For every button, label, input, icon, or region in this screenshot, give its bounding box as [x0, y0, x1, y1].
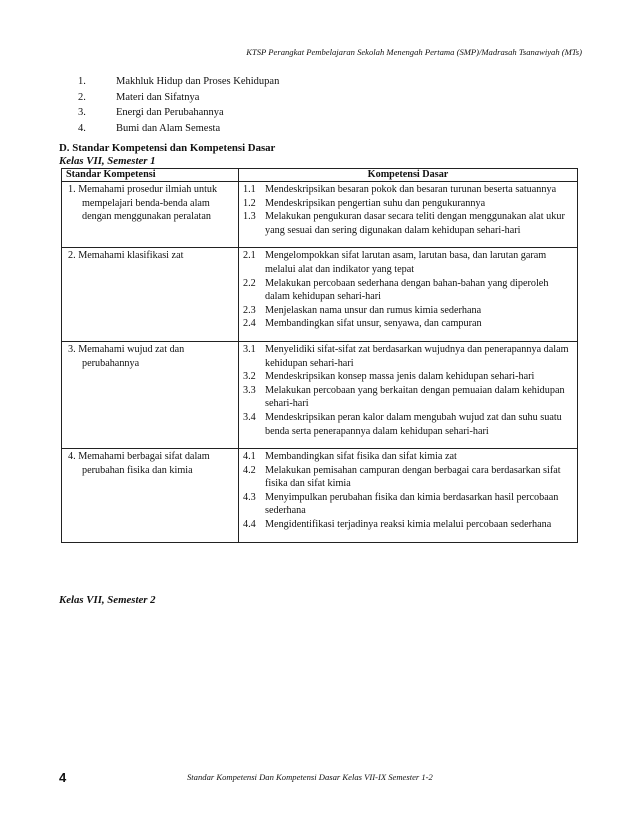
kd-number: 4.2 [243, 464, 256, 476]
section-heading: D. Standar Kompetensi dan Kompetensi Dasar [59, 142, 276, 154]
list-item-text: Bumi dan Alam Semesta [116, 122, 221, 134]
column-header-kompetensi-dasar: Kompetensi Dasar [239, 169, 578, 182]
kd-text: Melakukan pengukuran dasar secara teliti dengan menggunakan alat ukur yang sesuai dan sering digunakan dalam kehidupan sehari-hari [265, 211, 565, 236]
table-row [62, 341, 578, 448]
kd-text: Melakukan percobaan yang berkaitan dengan pemuaian dalam kehidupan sehari-hari [265, 384, 565, 410]
running-footer: Standar Kompetensi Dan Kompetensi Dasar Kelas VII-IX Semester 1-2 [187, 772, 433, 782]
list-item-text: Makhluk Hidup dan Proses Kehidupan [116, 76, 280, 87]
kd-text: Melakukan percobaan sederhana dengan bahan-bahan yang diperoleh dalam kehidupan sehari-hari [265, 277, 549, 303]
kd-text: Menjelaskan nama unsur dan rumus kimia sederhana [265, 304, 482, 316]
page-number: 4 [59, 770, 67, 785]
class-semester-label-1: Kelas VII, Semester 1 [59, 155, 156, 167]
kd-item [243, 210, 573, 237]
kd-item [243, 370, 573, 384]
running-header: KTSP Perangkat Pembelajaran Sekolah Menengah Pertama (SMP)/Madrasah Tsanawiyah (MTs) [246, 47, 582, 57]
kd-number: 2.2 [243, 277, 256, 289]
kd-text: Mendeskripsikan besaran pokok dan besaran turunan beserta satuannya [265, 184, 557, 195]
table-row [62, 449, 578, 543]
kd-number: 2.3 [243, 304, 256, 316]
standar-kompetensi-text: 2. Memahami klasifikasi zat [68, 250, 184, 262]
kd-number: 3.3 [243, 384, 256, 396]
standar-kompetensi-cell [62, 182, 239, 248]
kd-text: Membandingkan sifat fisika dan sifat kimia zat [265, 451, 457, 463]
kd-item [243, 491, 573, 518]
kd-number: 1.3 [243, 211, 256, 223]
kd-number: 3.4 [243, 411, 256, 423]
standar-kompetensi-text: 1. Memahami prosedur ilmiah untuk mempelajari benda-benda alam dengan menggunakan peralatan [68, 184, 218, 223]
list-item [78, 74, 279, 90]
kompetensi-dasar-cell [239, 248, 578, 342]
kd-text: Mendeskripsikan konsep massa jenis dalam kehidupan sehari-hari [265, 371, 535, 383]
list-item-number: 1. [78, 76, 86, 87]
standar-kompetensi-cell [62, 248, 239, 342]
kd-number: 2.4 [243, 318, 256, 330]
kd-number: 1.2 [243, 197, 256, 209]
list-item [78, 121, 279, 137]
kd-item [243, 277, 573, 304]
standar-kompetensi-cell [62, 341, 239, 448]
kompetensi-dasar-cell [239, 449, 578, 543]
table-row [62, 248, 578, 342]
list-item [78, 105, 279, 121]
kd-item [243, 343, 573, 370]
kd-text: Mendeskripsikan pengertian suhu dan pengukurannya [265, 197, 486, 209]
kd-item [243, 183, 573, 197]
class-semester-label-2: Kelas VII, Semester 2 [59, 594, 156, 606]
kd-number: 4.3 [243, 491, 256, 503]
kompetensi-dasar-cell [239, 341, 578, 448]
list-item-text: Energi dan Perubahannya [116, 107, 224, 118]
table-row [62, 182, 578, 248]
kd-item [243, 197, 573, 211]
kd-text: Menyimpulkan perubahan fisika dan kimia berdasarkan hasil percobaan sederhana [265, 491, 559, 517]
list-item-text: Materi dan Sifatnya [116, 91, 200, 103]
kd-text: Menyelidiki sifat-sifat zat berdasarkan wujudnya dan penerapannya dalam kehidupan sehari-hari [265, 343, 569, 369]
table-header-row [62, 169, 578, 182]
kd-text: Mengidentifikasi terjadinya reaksi kimia melalui percobaan sederhana [265, 519, 552, 531]
column-header-standar-kompetensi: Standar Kompetensi [62, 169, 239, 182]
standar-kompetensi-text: 3. Memahami wujud zat dan perubahannya [68, 343, 185, 369]
kd-item [243, 464, 573, 491]
list-item [78, 90, 279, 106]
kompetensi-dasar-cell [239, 182, 578, 248]
kd-number: 3.2 [243, 371, 256, 383]
kd-number: 1.1 [243, 184, 256, 195]
kd-item [243, 249, 573, 276]
kd-item [243, 317, 573, 331]
competency-table [61, 168, 578, 543]
kd-number: 4.4 [243, 519, 256, 531]
kd-number: 3.1 [243, 343, 256, 355]
kd-item [243, 384, 573, 411]
kd-item [243, 411, 573, 438]
kd-text: Mendeskripsikan peran kalor dalam mengubah wujud zat dan suhu suatu benda serta penerapannya dalam kehidupan sehari-hari [265, 411, 562, 437]
kd-number: 4.1 [243, 451, 256, 463]
list-item-number: 2. [78, 91, 86, 103]
list-item-number: 3. [78, 107, 86, 118]
list-item-number: 4. [78, 122, 86, 134]
kd-number: 2.1 [243, 250, 256, 262]
standar-kompetensi-cell [62, 449, 239, 543]
standar-kompetensi-text: 4. Memahami berbagai sifat dalam perubahan fisika dan kimia [68, 451, 210, 476]
kd-text: Mengelompokkan sifat larutan asam, larutan basa, dan larutan garam melalui alat dan indikator yang tepat [265, 250, 547, 275]
kd-text: Membandingkan sifat unsur, senyawa, dan campuran [265, 318, 482, 330]
kd-item [243, 450, 573, 464]
kd-text: Melakukan pemisahan campuran dengan berbagai cara berdasarkan sifat fisika dan sifat kimia [265, 464, 561, 490]
kd-item [243, 518, 573, 532]
kd-item [243, 304, 573, 318]
scope-list [78, 74, 279, 136]
